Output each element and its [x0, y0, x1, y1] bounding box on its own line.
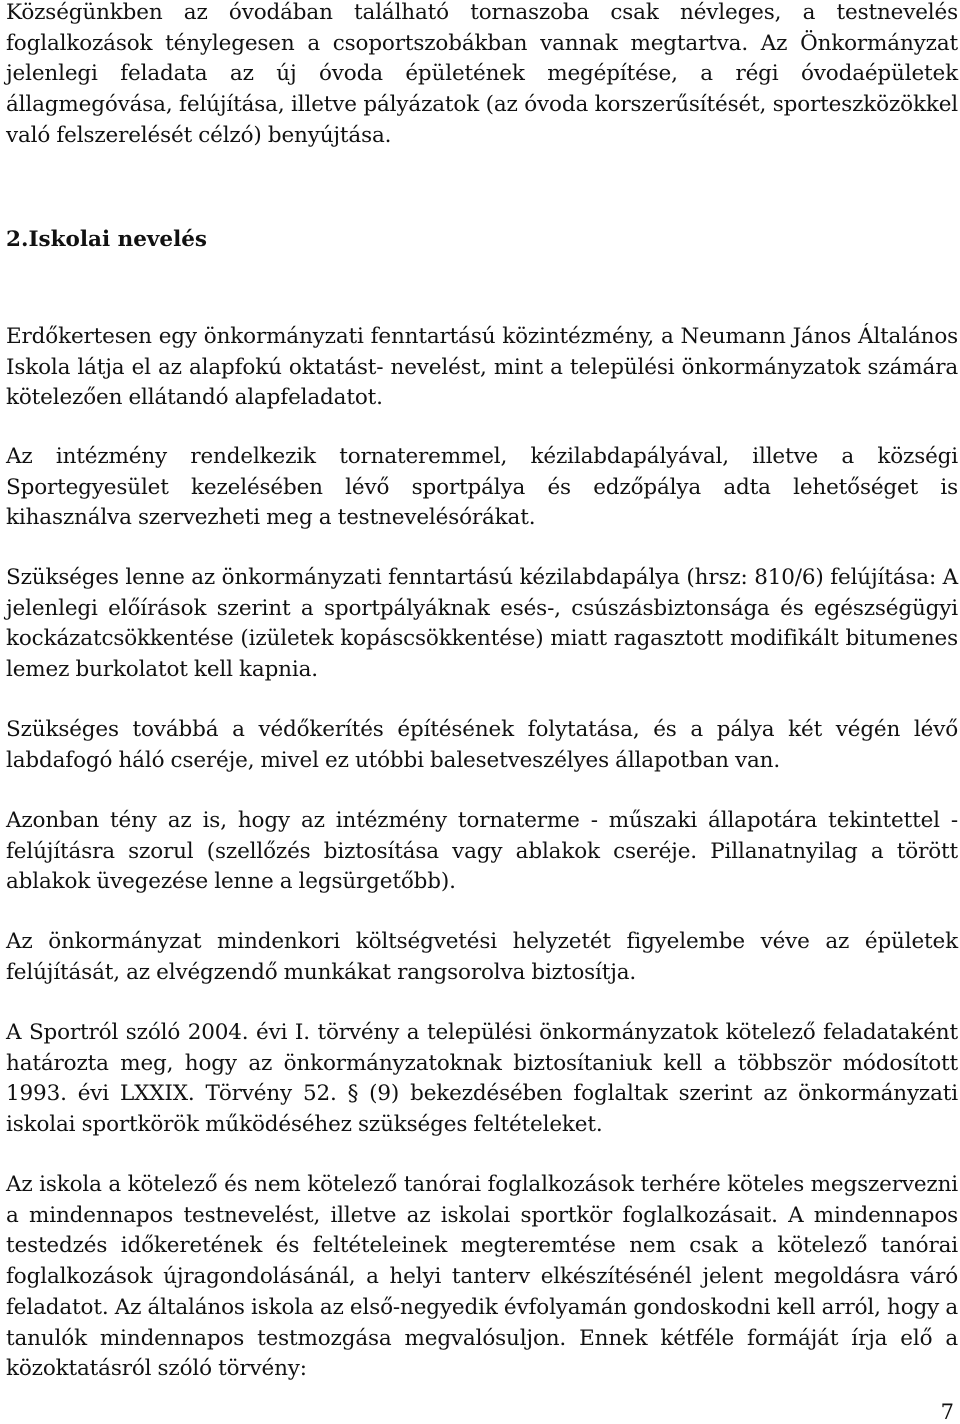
paragraph-handball-court: Szükséges lenne az önkormányzati fenntartású kézilabdapálya (hrsz: 810/6) felújítása: A jelenlegi előírások szerint a sportpályáknak esés-, csúszásbiztonsága és egészségügyi kockázatcsökkentése (izületek kopáscsökkentése) miatt ragasztott modifikált bitumenes lemez burkolatot kell kapnia. — [6, 565, 958, 683]
paragraph-sport-law: A Sportról szóló 2004. évi I. törvény a települési önkormányzatok kötelező feladataként határozta meg, hogy az önkormányzatoknak biztosítaniuk kell a többször módosított 1993. évi LXXIX. Törvény 52. § (9) bekezdésében foglaltak szerint az önkormányzati iskolai sportkörök működéséhez szükséges feltételeket. — [6, 1020, 958, 1138]
page-number: 7 — [940, 1400, 954, 1424]
paragraph-school-intro: Erdőkertesen egy önkormányzati fenntartású közintézmény, a Neumann János Általános Iskola látja el az alapfokú oktatást- nevelést, mint a települési önkormányzatok számára kötelezően ellátandó alapfeladatot. — [6, 324, 958, 411]
paragraph-budget: Az önkormányzat mindenkori költségvetési helyzetét figyelembe véve az épületek felújítását, az elvégzendő munkákat rangsorolva biztosítja. — [6, 929, 958, 985]
section-heading-school-education: 2.Iskolai nevelés — [6, 227, 208, 252]
paragraph-fence: Szükséges továbbá a védőkerítés építésének folytatása, és a pálya két végén lévő labdafogó háló cseréje, mivel ez utóbbi balesetveszélyes állapotban van. — [6, 717, 958, 773]
paragraph-gym-renovation: Azonban tény az is, hogy az intézmény tornaterme - műszaki állapotára tekintettel - felújításra szorul (szellőzés biztosítása vagy ablakok cseréje. Pillanatnyilag a törött ablakok üvegezése lenne a legsürgetőbb). — [6, 808, 958, 895]
paragraph-kindergarten-gym: Községünkben az óvodában található tornaszoba csak névleges, a testnevelés foglalkozások ténylegesen a csoportszobákban vannak megtartva. Az Önkormányzat jelenlegi feladata az új óvoda épületének megépítése, a régi óvodaépületek állagmegóvása, felújítása, illetve pályázatok (az óvoda korszerűsítését, sporteszközökkel való felszerelését célzó) benyújtása. — [6, 0, 958, 148]
paragraph-facilities: Az intézmény rendelkezik tornateremmel, kézilabdapályával, illetve a községi Sportegyesület kezelésében lévő sportpálya és edzőpálya adta lehetőséget is kihasználva szervezheti meg a testnevelésórákat. — [6, 444, 958, 531]
paragraph-daily-pe: Az iskola a kötelező és nem kötelező tanórai foglalkozások terhére köteles megszervezni a mindennapos testnevelést, illetve az iskolai sportkör foglalkozásait. A mindennapos testedzés időkeretének és feltételeinek megteremtése nem csak a kötelező tanórai foglalkozások újragondolásánál, a helyi tanterv elkészítésénél jelent megoldásra váró feladatot. Az általános iskola az első-negyedik évfolyamán gondoskodni kell arról, hogy a tanulók mindennapos testmozgása megvalósuljon. Ennek kétféle formáját írja elő a közoktatásról szóló törvény: — [6, 1172, 958, 1382]
